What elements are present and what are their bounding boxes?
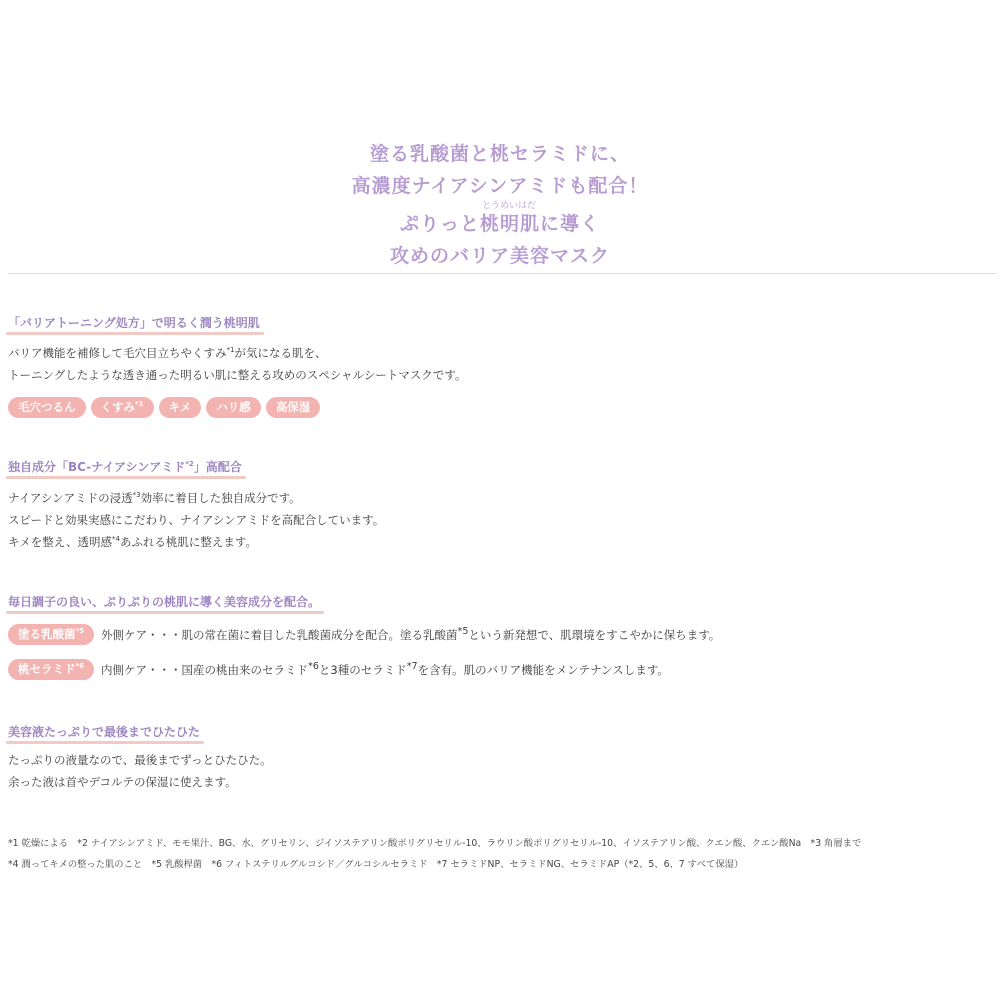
section1-text-2: トーニングしたような透き通った明るい肌に整える攻めのスペシャルシートマスクです。: [8, 368, 467, 382]
tag-pores: [8, 397, 86, 418]
footnote-mark: *3: [132, 491, 141, 500]
section1-text-1: [8, 342, 326, 364]
heading-part: 独自成分「BC-ナイアシンアミド: [8, 460, 186, 474]
section-heading-text: 毎日調子の良い、ぷりぷりの桃肌に導く美容成分を配合。: [8, 595, 321, 609]
section-heading-niacinamide: [8, 458, 242, 479]
footnote-mark: *4: [111, 535, 120, 544]
ingredient-desc-lactic: [101, 626, 720, 643]
tag-label: キメ: [168, 400, 192, 414]
hero-line-4: 攻めのバリア美容マスク: [389, 245, 610, 267]
hero-line-3: ぷりっと桃明肌に導く: [399, 213, 600, 235]
hero-line-2: 高濃度ナイアシンアミドも配合！: [351, 175, 649, 197]
heading-part: 」高配合: [193, 460, 242, 474]
tag-label: 塗る乳酸菌: [18, 627, 76, 641]
ingredient-row-peach-ceramide: [8, 659, 669, 680]
text-part: バリア機能を補修して毛穴目立ちやくすみ: [8, 346, 227, 360]
hero-ruby: とうめいはだ: [481, 201, 536, 211]
tag-firmness: [206, 397, 261, 418]
text-part: 外側ケア・・・肌の常在菌に着目した乳酸菌成分を配合。塗る乳酸菌: [101, 627, 458, 642]
section-heading-ingredients: [8, 593, 320, 614]
text-part: 効率に着目した独自成分です。: [140, 491, 301, 505]
section-heading-text: 「バリアトーニング処方」で明るく潤う桃明肌: [8, 316, 260, 330]
footnote-line-2: *4 潤ってキメの整った肌のこと *5 乳酸桿菌 *6 フィトステリルグルコシド／グルコシルセラミド *7 セラミドNP、セラミドNG、セラミドAP（*2、5、6、7 すべて保湿）: [8, 859, 744, 870]
hero-line-1: 塗る乳酸菌と桃セラミドに、: [369, 143, 630, 165]
footnote-mark: *5: [75, 627, 85, 636]
section2-text-3: [8, 531, 257, 553]
tag-label: 桃セラミド: [18, 662, 76, 676]
section4-text-1: たっぷりの液量なので、最後までずっとひたひた。: [8, 753, 272, 767]
section-heading-serum: [8, 723, 200, 744]
section-heading-barrier-toning: [8, 314, 260, 335]
footnote-mark: *6: [75, 662, 85, 671]
tag-label: 高保湿: [275, 400, 311, 414]
text-part: と3種のセラミド: [318, 662, 407, 677]
text-part: を含有。肌のバリア機能をメンテナンスします。: [417, 662, 669, 677]
tag-texture: [159, 397, 202, 418]
hero-headline: [0, 138, 1000, 272]
footnote-mark: *1: [226, 346, 235, 355]
tag-label: くすみ: [100, 400, 135, 414]
ingredient-row-lactic: [8, 624, 720, 645]
tag-label: ハリ感: [216, 400, 251, 414]
text-part: という新発想で、肌環境をすこやかに保ちます。: [468, 627, 721, 642]
text-part: キメを整え、透明感: [8, 535, 112, 549]
divider: [8, 273, 996, 274]
ingredient-desc-peach-ceramide: [101, 661, 669, 678]
footnote-line-1: *1 乾燥による *2 ナイアシンアミド、モモ果汁、BG、水、グリセリン、ジイソステアリン酸ポリグリセリル-10、ラウリン酸ポリグリセリル-10、イソステアリン酸、クエン酸、クエン酸Na *3 角層まで: [8, 838, 862, 849]
section-heading-text: 美容液たっぷりで最後までひたひた: [8, 725, 201, 739]
tag-label: 毛穴つるん: [18, 400, 76, 414]
footnote-mark: *1: [135, 400, 144, 409]
ingredient-tag-peach-ceramide: [8, 659, 94, 680]
text-part: 内側ケア・・・国産の桃由来のセラミド: [101, 662, 309, 677]
footnote-mark: *2: [185, 460, 194, 468]
section4-text-2: 余った液は首やデコルテの保湿に使えます。: [8, 775, 237, 789]
section2-text-2: スピードと効果実感にこだわり、ナイアシンアミドを高配合しています。: [8, 513, 385, 527]
section2-text-1: [8, 487, 301, 509]
benefit-tags: [8, 397, 320, 418]
tag-moisture: [266, 397, 321, 418]
footnote-mark: *7: [406, 661, 418, 673]
text-part: が気になる肌を、: [234, 346, 327, 360]
ingredient-tag-lactic: [8, 624, 94, 645]
text-part: あふれる桃肌に整えます。: [119, 535, 258, 549]
footnote-mark: *6: [308, 661, 319, 673]
footnote-mark: *5: [457, 626, 469, 638]
text-part: ナイアシンアミドの浸透: [8, 491, 133, 505]
tag-dullness: [91, 397, 154, 418]
